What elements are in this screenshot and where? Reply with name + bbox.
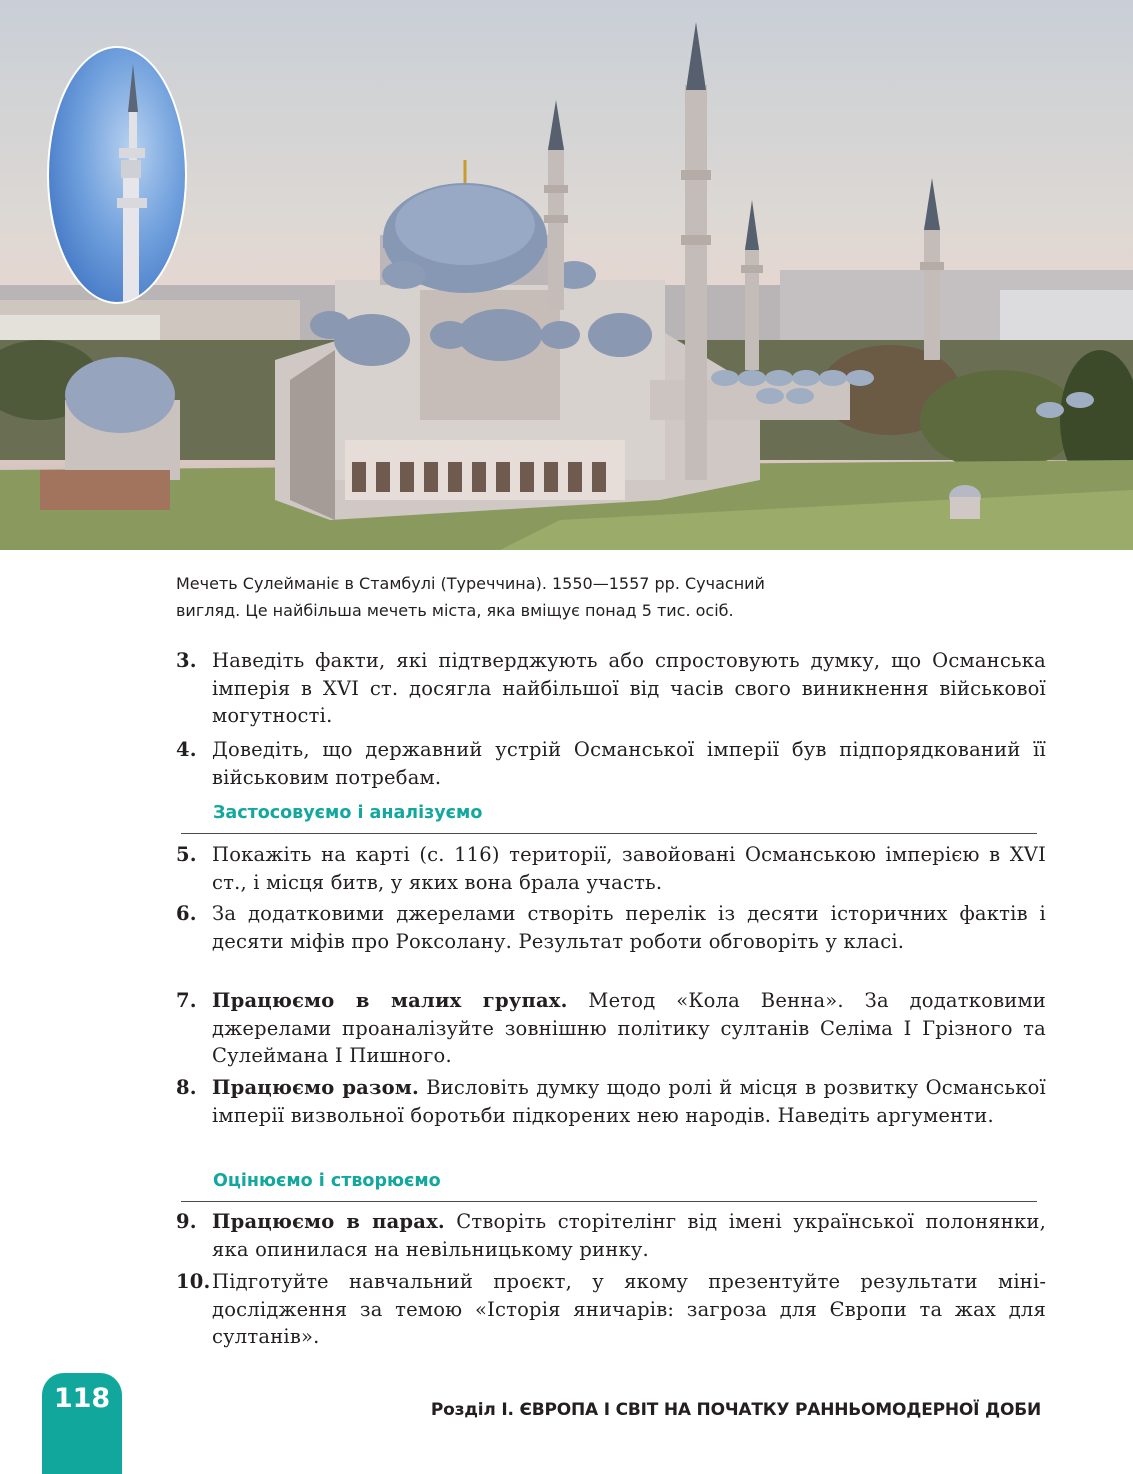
exercise-9 [176, 1208, 1046, 1263]
exercise-number: 9. [176, 1210, 197, 1233]
exercise-number: 10. [176, 1270, 211, 1293]
exercise-lead: Працюємо разом. [212, 1076, 419, 1099]
photo-caption [176, 570, 876, 624]
running-head: Розділ I. ЄВРОПА І СВІТ НА ПОЧАТКУ РАННЬОМОДЕРНОЇ ДОБИ [430, 1400, 1041, 1420]
exercise-4 [176, 736, 1046, 791]
section-heading-apply: Застосовуємо і аналізуємо [213, 803, 483, 823]
exercise-lead: Працюємо в малих групах. [212, 989, 568, 1012]
caption-line-2: вигляд. Це найбільша мечеть міста, яка вміщує понад 5 тис. осіб. [176, 601, 734, 620]
exercise-number: 6. [176, 902, 197, 925]
exercise-8 [176, 1074, 1046, 1129]
exercise-6 [176, 900, 1046, 955]
caption-line-1: Мечеть Сулейманіє в Стамбулі (Туреччина). 1550—1557 рр. Сучасний [176, 574, 765, 593]
exercise-text: Підготуйте навчальний проєкт, у якому презентуйте результати мінідослідження за темою «Історія яничарів: загроза для Європи та жах для султанів». [212, 1270, 1046, 1348]
exercise-7 [176, 987, 1046, 1070]
exercise-text: Метод «Кола Венна». За додатковими джерелами проаналізуйте зовнішню політику султанів Селіма І Грізного та Сулеймана І Пишного. [212, 989, 1047, 1067]
exercise-number: 3. [176, 649, 197, 672]
exercise-number: 4. [176, 738, 197, 761]
page-number-tab [42, 1373, 122, 1474]
exercise-number: 5. [176, 843, 197, 866]
exercise-5 [176, 841, 1046, 896]
exercise-text: Висловіть думку щодо ролі й місця в розвитку Османської імперії визвольної боротьби підкорених нею народів. Наведіть аргументи. [212, 1076, 1046, 1127]
section-divider [181, 833, 1037, 834]
exercise-10 [176, 1268, 1046, 1351]
exercise-number: 7. [176, 989, 197, 1012]
minaret-inset-photo [47, 46, 187, 304]
exercise-text: За додатковими джерелами створіть перелік із десяти історичних фактів і десяти міфів про Роксолану. Результат роботи обговоріть у класі. [212, 902, 1046, 953]
exercise-text: Доведіть, що державний устрій Османської імперії був підпорядкований її військовим потребам. [212, 738, 1046, 789]
section-heading-evaluate: Оцінюємо і створюємо [213, 1171, 441, 1191]
page-number: 118 [53, 1383, 111, 1414]
minaret-icon [49, 48, 185, 302]
section-divider [181, 1201, 1037, 1202]
exercise-text: Покажіть на карті (с. 116) території, завойовані Османською імперією в XVI ст., і місця битв, у яких вона брала участь. [212, 843, 1046, 894]
exercise-3 [176, 647, 1046, 730]
exercise-number: 8. [176, 1076, 197, 1099]
exercise-text: Створіть сторітелінг від імені української полонянки, яка опинилася на невільницькому ринку. [212, 1210, 1046, 1261]
mosque-photo [0, 0, 1133, 550]
exercise-text: Наведіть факти, які підтверджують або спростовують думку, що Османська імперія в XVI ст. досягла найбільшої від часів свого виникнення військової могутності. [212, 649, 1046, 727]
exercise-lead: Працюємо в парах. [212, 1210, 445, 1233]
